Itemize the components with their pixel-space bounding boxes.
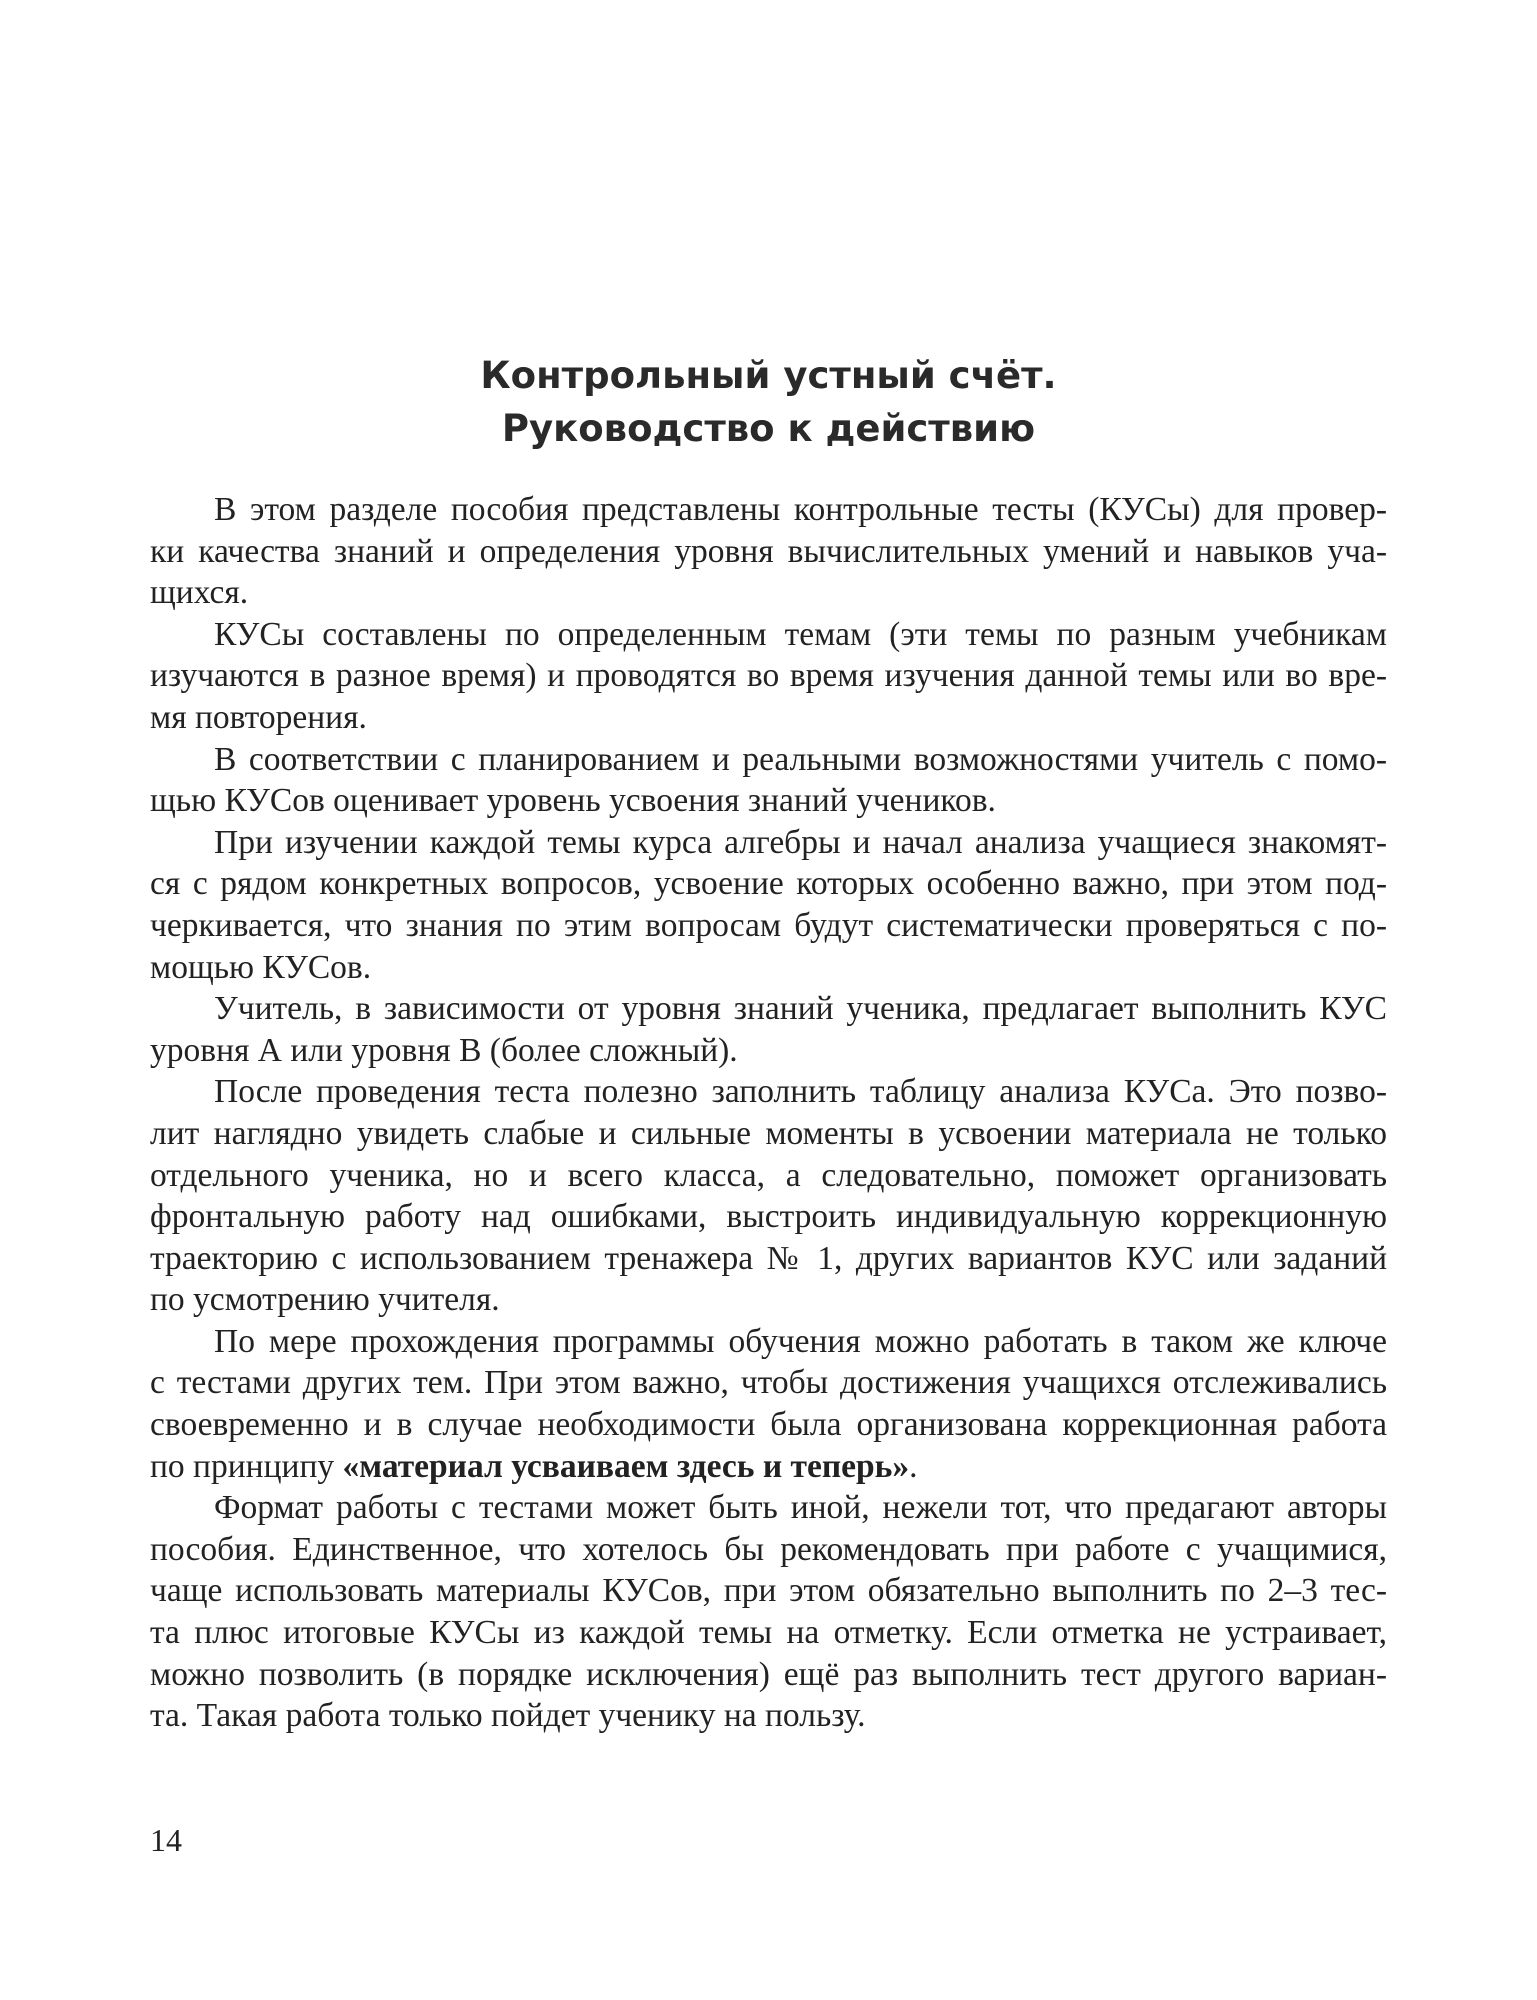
text-line: чаще использовать материалы КУСов, при этом обязательно выполнить по 2–3 тес- [150, 1572, 1387, 1610]
text-line: черкивается, что знания по этим вопросам будут систематически проверяться с по- [150, 906, 1387, 944]
text-line: мя повторения. [150, 698, 367, 736]
text-line: При изучении каждой темы курса алгебры и начал анализа учащиеся знакомят- [214, 823, 1387, 861]
body-text [150, 489, 1387, 1737]
paragraph-7 [150, 1321, 1387, 1487]
text-line: щихся. [150, 574, 249, 612]
emphasis-phrase: «материал усваиваем здесь и теперь» [342, 1447, 910, 1485]
text-line: изучаются в разное время) и проводятся во время изучения данной темы или во вре- [150, 657, 1387, 695]
text-line [150, 1446, 1387, 1488]
text-line: КУСы составлены по определенным темам (эти темы по разным учебникам [214, 615, 1387, 653]
text-line: фронтальную работу над ошибками, выстроить индивидуальную коррекционную [150, 1198, 1387, 1236]
text-line: пособия. Единственное, что хотелось бы рекомендовать при работе с учащимися, [150, 1530, 1387, 1568]
text-line: отдельного ученика, но и всего класса, а следовательно, поможет организовать [150, 1156, 1387, 1194]
paragraph-5 [150, 988, 1387, 1071]
paragraph-4 [150, 822, 1387, 988]
text-line: В соответствии с планированием и реальными возможностями учитель с помо- [214, 740, 1387, 778]
text-line: Формат работы с тестами может быть иной, нежели тот, что предагают авторы [214, 1489, 1387, 1527]
text-line: щью КУСов оценивает уровень усвоения знаний учеников. [150, 782, 996, 820]
text-fragment: по принципу [150, 1447, 343, 1485]
title-line-2: Руководство к действию [501, 407, 1036, 450]
paragraph-2 [150, 614, 1387, 739]
text-line: лит наглядно увидеть слабые и сильные моменты в усвоении материала не только [150, 1114, 1387, 1152]
paragraph-3 [150, 739, 1387, 822]
text-line: траекторию с использованием тренажера № 1, других вариантов КУС или заданий [150, 1239, 1387, 1277]
text-line: ки качества знаний и определения уровня вычислительных умений и навыков уча- [150, 532, 1387, 570]
page-number: 14 [150, 1822, 182, 1858]
text-line: Учитель, в зависимости от уровня знаний ученика, предлагает выполнить КУС [214, 990, 1387, 1028]
text-line: По мере прохождения программы обучения можно работать в таком же ключе [214, 1322, 1387, 1360]
text-line: та. Такая работа только пойдет ученику на пользу. [150, 1697, 866, 1735]
text-line: мощью КУСов. [150, 948, 372, 986]
paragraph-6 [150, 1071, 1387, 1321]
paragraph-1 [150, 489, 1387, 614]
page-title [150, 349, 1387, 455]
text-line: После проведения теста полезно заполнить таблицу анализа КУСа. Это позво- [214, 1073, 1387, 1111]
paragraph-8 [150, 1487, 1387, 1737]
text-line: В этом разделе пособия представлены контрольные тесты (КУСы) для провер- [214, 491, 1387, 528]
text-line: с тестами других тем. При этом важно, чтобы достижения учащихся отслеживались [150, 1364, 1387, 1402]
text-line: своевременно и в случае необходимости была организована коррекционная работа [150, 1406, 1387, 1444]
text-line: по усмотрению учителя. [150, 1281, 500, 1319]
text-line: можно позволить (в порядке исключения) ещё раз выполнить тест другого вариан- [150, 1655, 1387, 1693]
text-fragment: . [909, 1447, 918, 1485]
text-line: уровня А или уровня В (более сложный). [150, 1031, 738, 1069]
text-line: та плюс итоговые КУСы из каждой темы на отметку. Если отметка не устраивает, [150, 1614, 1387, 1652]
title-line-1: Контрольный устный счёт. [480, 354, 1057, 397]
text-line: ся с рядом конкретных вопросов, усвоение которых особенно важно, при этом под- [150, 865, 1387, 903]
